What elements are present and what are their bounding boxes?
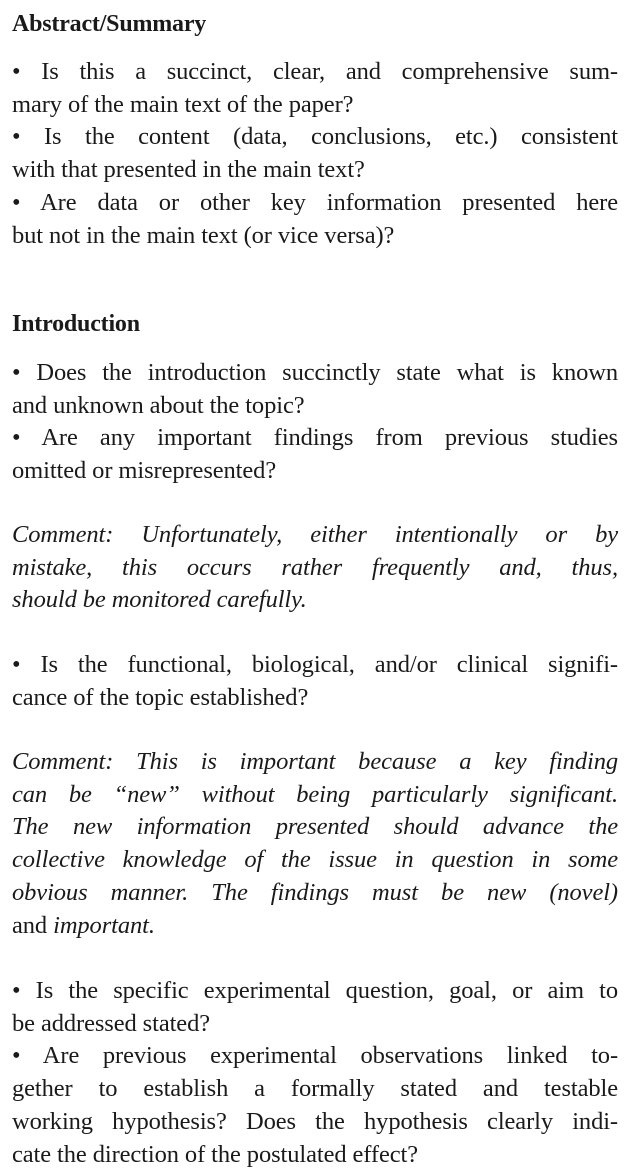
introduction-bullets-a [12, 357, 618, 488]
intro-bullet-5-line-3: working hypothesis? Does the hypothesis clearly indi- [12, 1107, 618, 1135]
comment-2-line-2: can be “new” without being particularly significant. [12, 780, 618, 808]
intro-bullet-3-line-1: • Is the functional, biological, and/or clinical signifi- [12, 651, 618, 678]
intro-bullet-4-line-1: • Is the specific experimental question, goal, or aim to [12, 977, 618, 1004]
intro-bullet-5-line-4: cate the direction of the postulated effect? [12, 1140, 419, 1168]
intro-bullet-1-line-2: and unknown about the topic? [12, 391, 305, 419]
comment-2-line-3: The new information presented should advance the [12, 813, 618, 841]
intro-bullet-5-line-2: gether to establish a formally stated and testable [12, 1075, 618, 1103]
introduction-heading: Introduction [12, 311, 140, 337]
comment-2-important: important. [53, 911, 155, 939]
intro-bullet-4-line-2: be addressed stated? [12, 1009, 210, 1037]
comment-1-line-2: mistake, this occurs rather frequently and, thus, [12, 553, 618, 581]
intro-bullet-1-line-1: • Does the introduction succinctly state what is known [12, 359, 618, 386]
abstract-bullet-1-line-1: • Is this a succinct, clear, and comprehensive sum- [12, 58, 618, 85]
abstract-bullet-3-line-1: • Are data or other key information presented here [12, 188, 618, 216]
comment-1-line-3: should be monitored carefully. [12, 586, 307, 614]
intro-bullet-5-line-1: • Are previous experimental observations linked to- [12, 1042, 618, 1070]
comment-1 [12, 519, 618, 617]
intro-bullet-2-line-2: omitted or misrepresented? [12, 457, 277, 485]
abstract-bullets [12, 56, 618, 252]
abstract-bullet-3-line-2: but not in the main text (or vice versa)? [12, 221, 395, 249]
intro-bullet-3-line-2: cance of the topic established? [12, 683, 309, 711]
introduction-bullets-c [12, 975, 618, 1171]
comment-2-and: and [12, 911, 48, 939]
abstract-bullet-2-line-1: • Is the content (data, conclusions, etc.) consistent [12, 123, 618, 151]
comment-2-line-6 [12, 910, 618, 943]
abstract-bullet-1-line-2: mary of the main text of the paper? [12, 90, 354, 118]
comment-2-line-5: obvious manner. The findings must be new (novel) [12, 878, 618, 906]
comment-2-line-1: Comment: This is important because a key finding [12, 748, 618, 775]
abstract-bullet-2-line-2: with that presented in the main text? [12, 156, 365, 184]
intro-bullet-2-line-1: • Are any important findings from previous studies [12, 424, 618, 452]
comment-2-line-4: collective knowledge of the issue in question in some [12, 846, 618, 874]
comment-1-line-1: Comment: Unfortunately, either intentionally or by [12, 521, 618, 548]
introduction-bullet-b [12, 649, 618, 714]
abstract-heading: Abstract/Summary [12, 11, 207, 37]
comment-2 [12, 746, 618, 942]
